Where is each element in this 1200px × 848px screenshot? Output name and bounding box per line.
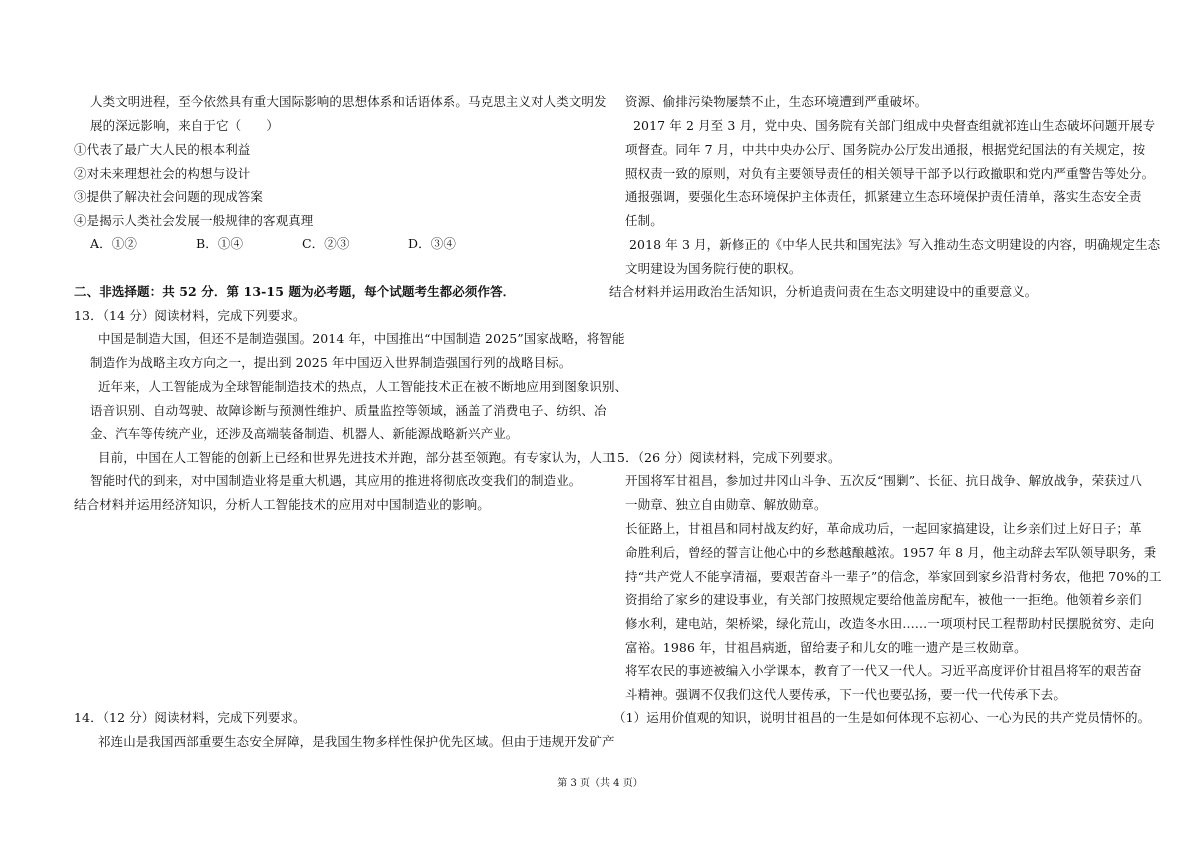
q14-line-1: 祁连山是我国西部重要生态安全屏障，是我国生物多样性保护优先区域。但由于违规开发矿产 <box>98 734 615 749</box>
q15-line-5: 持“共产党人不能享清福，要艰苦奋斗一辈子”的信念，举家回到家乡沿背村务农，他把 70%的工 <box>625 569 1162 584</box>
option-d: D．③④ <box>408 236 456 251</box>
option-a: A．①② <box>90 236 137 251</box>
q14-header: 14．（12 分）阅读材料，完成下列要求。 <box>74 710 306 725</box>
q14-cont-line-1: 资源、偷排污染物屡禁不止，生态环境遭到严重破坏。 <box>625 94 928 109</box>
q12-stem-line2: 展的深远影响，来自于它（ ） <box>90 118 280 133</box>
q12-item-2: ②对未来理想社会的构想与设计 <box>74 166 251 181</box>
q12-options <box>90 236 514 252</box>
q14-cont-line-7: 2018 年 3 月，新修正的《中华人民共和国宪法》写入推动生态文明建设的内容，明确规定生态 <box>629 237 1161 252</box>
q13-line-4: 语音识别、自动驾驶、故障诊断与预测性维护、质量监控等领域，涵盖了消费电子、纺织、冶 <box>90 403 607 418</box>
option-b: B．①④ <box>196 236 244 251</box>
q15-line-7: 修水利，建电站，架桥梁，绿化荒山，改造冬水田……一项项村民工程帮助村民摆脱贫穷、走向 <box>625 616 1155 631</box>
q13-line-6: 目前，中国在人工智能的创新上已经和世界先进技术并跑，部分甚至领跑。有专家认为，人工 <box>98 450 615 465</box>
q14-question: 结合材料并运用政治生活知识，分析追责问责在生态文明建设中的重要意义。 <box>609 284 1038 299</box>
q14-cont-line-2: 2017 年 2 月至 3 月，党中央、国务院有关部门组成中央督查组就祁连山生态破坏问题开展专 <box>633 118 1156 133</box>
q14-cont-line-3: 项督查。同年 7 月，中共中央办公厅、国务院办公厅发出通报，根据党纪国法的有关规定，按 <box>625 142 1146 157</box>
q13-header: 13．（14 分）阅读材料，完成下列要求。 <box>74 308 306 323</box>
q15-line-9: 将军农民的事迹被编入小学课本，教育了一代又一代人。习近平高度评价甘祖昌将军的艰苦奋 <box>625 663 1142 678</box>
q13-line-2: 制造作为战略主攻方向之一，提出到 2025 年中国迈入世界制造强国行列的战略目标。 <box>90 355 572 370</box>
q13-line-7: 智能时代的到来，对中国制造业将是重大机遇，其应用的推进将彻底改变我们的制造业。 <box>90 473 582 488</box>
q15-sub1: （1）运用价值观的知识，说明甘祖昌的一生是如何体现不忘初心、一心为民的共产党员情怀的。 <box>613 710 1151 725</box>
q14-cont-line-4: 照权责一致的原则，对负有主要领导责任的相关领导干部予以行政撤职和党内严重警告等处分。 <box>625 166 1155 181</box>
q14-cont-line-5: 通报强调，要强化生态环境保护主体责任，抓紧建立生态环境保护责任清单，落实生态安全责 <box>625 189 1142 204</box>
q15-line-3: 长征路上，甘祖昌和同村战友约好，革命成功后，一起回家搞建设，让乡亲们过上好日子；革 <box>625 521 1142 536</box>
q12-item-4: ④是揭示人类社会发展一般规律的客观真理 <box>74 213 314 228</box>
q13-line-1: 中国是制造大国，但还不是制造强国。2014 年，中国推出“中国制造 2025”国家战略，将智能 <box>98 331 625 346</box>
q13-line-3: 近年来，人工智能成为全球智能制造技术的热点，人工智能技术正在被不断地应用到图象识别、 <box>98 379 628 394</box>
right-column <box>609 0 1169 848</box>
q15-line-8: 富裕。1986 年，甘祖昌病逝，留给妻子和儿女的唯一遗产是三枚勋章。 <box>625 640 1027 655</box>
q12-item-1: ①代表了最广大人民的根本利益 <box>74 142 251 157</box>
q13-question: 结合材料并运用经济知识，分析人工智能技术的应用对中国制造业的影响。 <box>74 497 490 512</box>
q15-line-4: 命胜利后，曾经的誓言让他心中的乡愁越酿越浓。1957 年 8 月，他主动辞去军队领导职务，秉 <box>625 545 1157 560</box>
q15-line-1: 开国将军甘祖昌，参加过井冈山斗争、五次反“围剿”、长征、抗日战争、解放战争，荣获过八 <box>625 473 1142 488</box>
page-footer: 第 3 页（共 4 页） <box>557 778 643 789</box>
q15-line-2: 一勋章、独立自由勋章、解放勋章。 <box>625 497 827 512</box>
section-heading: 二、非选择题：共 52 分．第 13-15 题为必考题，每个试题考生都必须作答． <box>74 284 516 299</box>
q15-line-10: 斗精神。强调不仅我们这代人要传承，下一代也要弘扬，要一代一代传承下去。 <box>625 687 1067 702</box>
q15-line-6: 资捐给了家乡的建设事业，有关部门按照规定要给他盖房配车，被他一一拒绝。他领着乡亲们 <box>625 592 1142 607</box>
q14-cont-line-6: 任制。 <box>625 213 663 228</box>
q15-header: 15．（26 分）阅读材料，完成下列要求。 <box>609 450 841 465</box>
left-column <box>74 0 634 848</box>
q12-stem-line1: 人类文明进程，至今依然具有重大国际影响的思想体系和话语体系。马克思主义对人类文明发 <box>90 94 607 109</box>
option-c: C．②③ <box>302 236 350 251</box>
q12-item-3: ③提供了解决社会问题的现成答案 <box>74 189 264 204</box>
q14-cont-line-8: 文明建设为国务院行使的职权。 <box>625 261 802 276</box>
q13-line-5: 金、汽车等传统产业，还涉及高端装备制造、机器人、新能源战略新兴产业。 <box>90 426 519 441</box>
